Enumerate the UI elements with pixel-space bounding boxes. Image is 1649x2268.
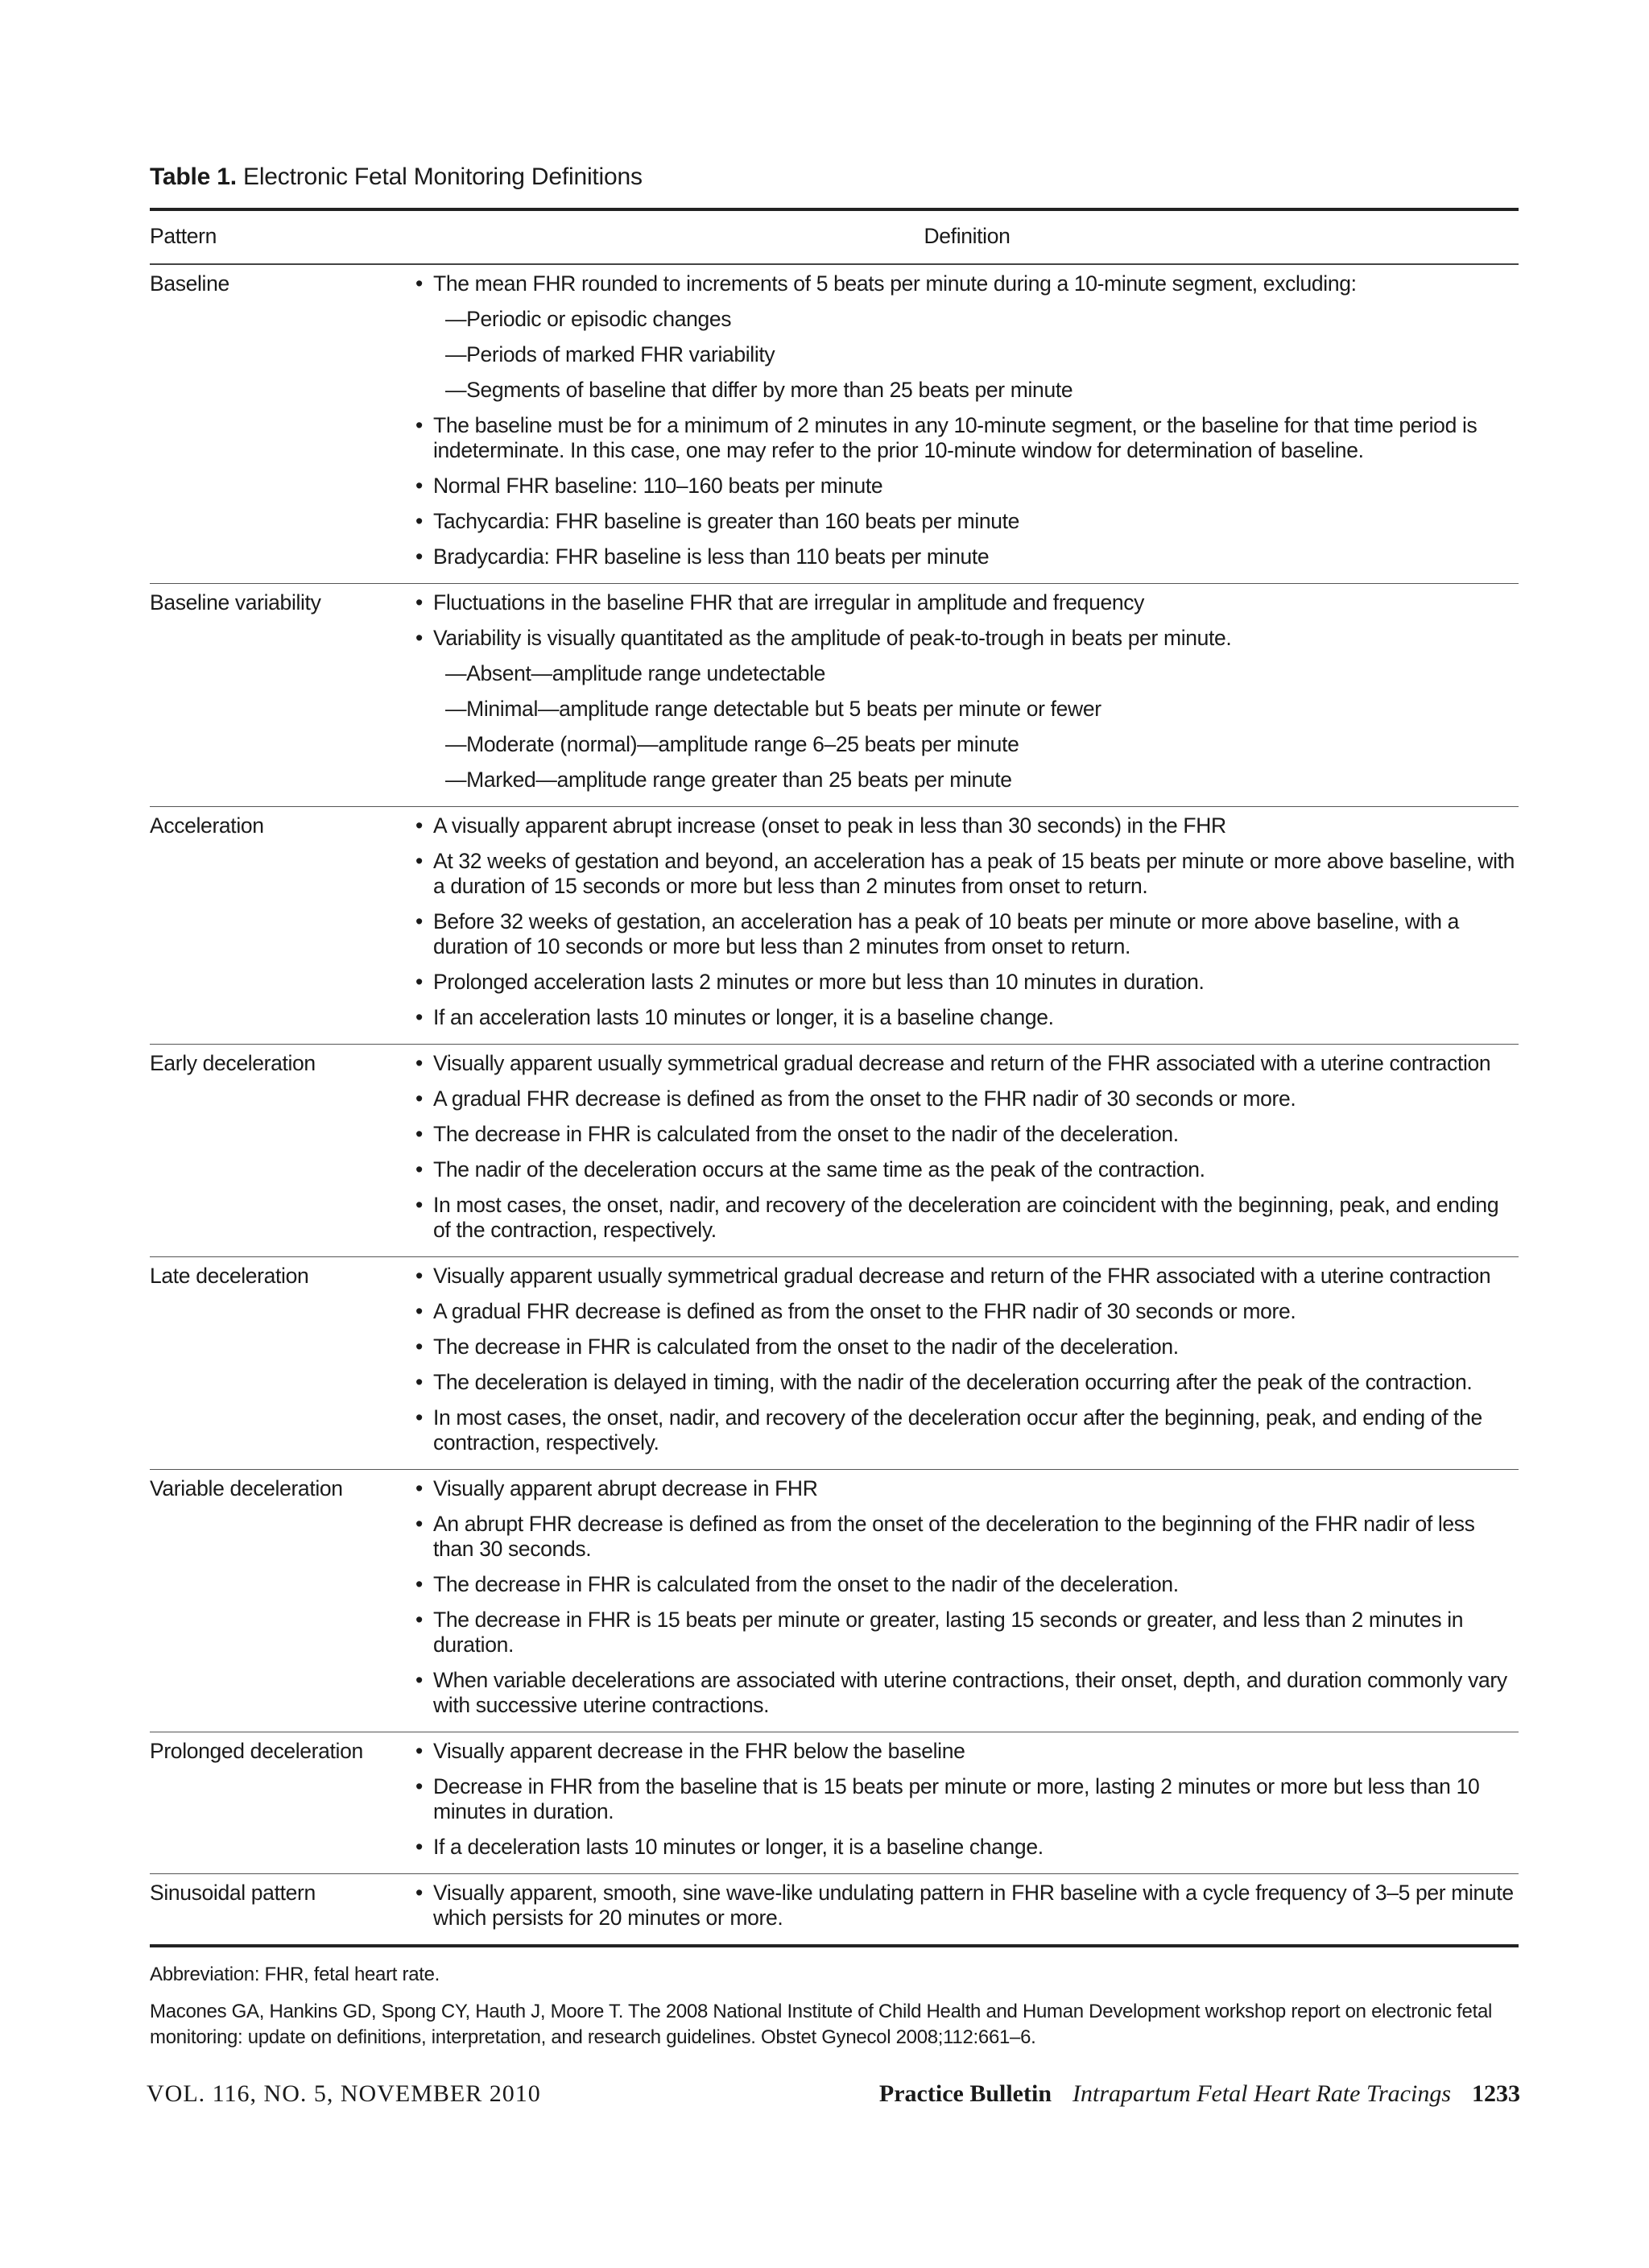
pattern-cell: Variable deceleration <box>150 1476 343 1500</box>
definition-text: In most cases, the onset, nadir, and recovery of the deceleration occur after the beginning, peak, and ending of the contraction, respectively. <box>433 1405 1482 1455</box>
table-row <box>150 264 1519 584</box>
definition-text: —Periodic or episodic changes <box>445 307 732 331</box>
definition-text: Tachycardia: FHR baseline is greater than 160 beats per minute <box>433 509 1020 533</box>
definition-bullet <box>415 474 1519 499</box>
definition-bullet <box>415 1739 1519 1764</box>
definition-cell <box>415 264 1519 584</box>
footer-topic: Intrapartum Fetal Heart Rate Tracings <box>1072 2080 1451 2107</box>
definition-text: Visually apparent abrupt decrease in FHR <box>433 1476 818 1500</box>
definition-text: A gradual FHR decrease is defined as from the onset to the FHR nadir of 30 seconds or more. <box>433 1299 1296 1323</box>
definitions-table <box>150 208 1519 1947</box>
table-row <box>150 1470 1519 1732</box>
definition-list <box>415 1051 1519 1243</box>
table-body <box>150 264 1519 1946</box>
definition-text: —Periods of marked FHR variability <box>445 342 775 366</box>
table-header-row <box>150 209 1519 264</box>
definition-text: Visually apparent decrease in the FHR below the baseline <box>433 1739 965 1763</box>
definition-text: Visually apparent, smooth, sine wave-like undulating pattern in FHR baseline with a cycle frequency of 3–5 per minute which persists for 20 minutes or more. <box>433 1881 1514 1930</box>
definition-text: Normal FHR baseline: 110–160 beats per minute <box>433 474 883 498</box>
page-footer <box>147 2078 1520 2110</box>
definition-list <box>415 1476 1519 1718</box>
definition-text: —Marked—amplitude range greater than 25 beats per minute <box>445 768 1012 792</box>
definition-bullet <box>415 1835 1519 1860</box>
definition-text: If a deceleration lasts 10 minutes or longer, it is a baseline change. <box>433 1835 1044 1859</box>
table-row <box>150 584 1519 807</box>
footer-page-number: 1233 <box>1472 2080 1520 2107</box>
definition-text: —Moderate (normal)—amplitude range 6–25 beats per minute <box>445 732 1019 756</box>
footer-series: Practice Bulletin <box>878 2080 1052 2107</box>
definition-text: The mean FHR rounded to increments of 5 beats per minute during a 10-minute segment, excluding: <box>433 271 1357 296</box>
definition-text: Decrease in FHR from the baseline that is 15 beats per minute or more, lasting 2 minutes or more but less than 10 minutes in duration. <box>433 1774 1480 1823</box>
definition-bullet <box>415 1512 1519 1562</box>
definition-bullet <box>415 626 1519 651</box>
definition-text: Prolonged acceleration lasts 2 minutes or more but less than 10 minutes in duration. <box>433 970 1205 994</box>
definition-cell <box>415 1470 1519 1732</box>
definition-text: Bradycardia: FHR baseline is less than 110 beats per minute <box>433 544 990 569</box>
definition-text: Before 32 weeks of gestation, an acceleration has a peak of 10 beats per minute or more above baseline, with a duration of 10 seconds or more but less than 2 minutes from onset to return. <box>433 909 1460 958</box>
definition-bullet <box>415 1086 1519 1111</box>
definition-bullet <box>415 590 1519 615</box>
pattern-cell: Acceleration <box>150 813 264 838</box>
definition-list <box>415 1739 1519 1860</box>
definition-subitem <box>415 342 1519 367</box>
definition-text: A visually apparent abrupt increase (onset to peak in less than 30 seconds) in the FHR <box>433 813 1226 838</box>
definition-subitem <box>415 307 1519 332</box>
definition-text: An abrupt FHR decrease is defined as from the onset of the deceleration to the beginning of the FHR nadir of less than 30 seconds. <box>433 1512 1475 1561</box>
definition-bullet <box>415 1122 1519 1147</box>
definition-text: The decrease in FHR is calculated from the onset to the nadir of the deceleration. <box>433 1122 1179 1146</box>
definition-bullet <box>415 1881 1519 1931</box>
definition-bullet <box>415 1264 1519 1289</box>
table-row <box>150 1732 1519 1874</box>
definition-subitem <box>415 732 1519 757</box>
table-title-number: Table 1. <box>150 163 237 190</box>
definition-text: The decrease in FHR is calculated from the onset to the nadir of the deceleration. <box>433 1335 1179 1359</box>
definition-list <box>415 1264 1519 1455</box>
definition-text: —Absent—amplitude range undetectable <box>445 661 826 685</box>
definition-text: When variable decelerations are associated with uterine contractions, their onset, depth, and duration commonly vary with successive uterine contractions. <box>433 1668 1507 1717</box>
definition-bullet <box>415 509 1519 534</box>
definition-bullet <box>415 1193 1519 1243</box>
definition-text: The baseline must be for a minimum of 2 minutes in any 10-minute segment, or the baseline for that time period is indeterminate. In this case, one may refer to the prior 10-minute window for determination of baseline. <box>433 413 1477 462</box>
definition-bullet <box>415 1335 1519 1360</box>
definition-text: The deceleration is delayed in timing, with the nadir of the deceleration occurring after the peak of the contraction. <box>433 1370 1473 1394</box>
definition-bullet <box>415 1668 1519 1718</box>
pattern-cell: Baseline variability <box>150 590 321 615</box>
definition-list <box>415 813 1519 1030</box>
definition-bullet <box>415 271 1519 296</box>
table-title <box>150 161 1519 193</box>
pattern-cell: Baseline <box>150 271 229 296</box>
definition-bullet <box>415 1051 1519 1076</box>
definition-text: Fluctuations in the baseline FHR that are irregular in amplitude and frequency <box>433 590 1145 615</box>
definition-cell <box>415 1732 1519 1874</box>
definition-list <box>415 590 1519 793</box>
definition-bullet <box>415 1299 1519 1324</box>
definition-list <box>415 271 1519 569</box>
source-citation: Macones GA, Hankins GD, Spong CY, Hauth J, Moore T. The 2008 National Institute of Child Health and Human Development workshop report on electronic fetal monitoring: update on definitions, interpretation, and research guidelines. Obstet Gynecol 2008;112:661–6. <box>150 2001 1493 2048</box>
definition-cell <box>415 807 1519 1045</box>
definition-list <box>415 1881 1519 1931</box>
definition-bullet <box>415 1774 1519 1824</box>
definition-text: In most cases, the onset, nadir, and recovery of the deceleration are coincident with the beginning, peak, and ending of the contraction, respectively. <box>433 1193 1499 1242</box>
definition-subitem <box>415 661 1519 686</box>
definition-bullet <box>415 1370 1519 1395</box>
definition-cell <box>415 1045 1519 1257</box>
definition-bullet <box>415 970 1519 995</box>
definition-text: —Segments of baseline that differ by more than 25 beats per minute <box>445 378 1073 402</box>
footer-volume: VOL. 116, NO. 5, NOVEMBER 2010 <box>147 2080 541 2107</box>
definition-text: If an acceleration lasts 10 minutes or longer, it is a baseline change. <box>433 1005 1054 1029</box>
definition-cell <box>415 1257 1519 1470</box>
footer-running-head <box>879 2078 1520 2110</box>
definition-text: The nadir of the deceleration occurs at the same time as the peak of the contraction. <box>433 1157 1205 1182</box>
abbreviation-note: Abbreviation: FHR, fetal heart rate. <box>150 1964 440 1985</box>
definition-text: —Minimal—amplitude range detectable but 5 beats per minute or fewer <box>445 697 1101 721</box>
definition-bullet <box>415 413 1519 463</box>
table-row <box>150 807 1519 1045</box>
definition-bullet <box>415 1476 1519 1501</box>
definition-cell <box>415 1874 1519 1947</box>
definition-bullet <box>415 1005 1519 1030</box>
definition-bullet <box>415 849 1519 899</box>
definition-text: The decrease in FHR is 15 beats per minute or greater, lasting 15 seconds or greater, and less than 2 minutes in duration. <box>433 1608 1464 1657</box>
pattern-cell: Prolonged deceleration <box>150 1739 363 1763</box>
table-row <box>150 1257 1519 1470</box>
definitions-table-block <box>150 161 1519 2062</box>
header-pattern: Pattern <box>150 224 217 248</box>
definition-subitem <box>415 697 1519 722</box>
table-row <box>150 1874 1519 1947</box>
definition-bullet <box>415 1157 1519 1182</box>
table-row <box>150 1045 1519 1257</box>
definition-bullet <box>415 1608 1519 1658</box>
definition-bullet <box>415 909 1519 959</box>
definition-text: The decrease in FHR is calculated from the onset to the nadir of the deceleration. <box>433 1572 1179 1596</box>
pattern-cell: Early deceleration <box>150 1051 316 1075</box>
definition-bullet <box>415 1572 1519 1597</box>
definition-bullet <box>415 544 1519 569</box>
definition-text: Variability is visually quantitated as the amplitude of peak-to-trough in beats per minute. <box>433 626 1232 650</box>
table-notes <box>150 1962 1519 2051</box>
definition-text: At 32 weeks of gestation and beyond, an acceleration has a peak of 15 beats per minute or more above baseline, with a duration of 15 seconds or more but less than 2 minutes from onset to return. <box>433 849 1515 898</box>
pattern-cell: Late deceleration <box>150 1264 309 1288</box>
table-title-text: Electronic Fetal Monitoring Definitions <box>243 163 643 190</box>
definition-subitem <box>415 378 1519 403</box>
pattern-cell: Sinusoidal pattern <box>150 1881 316 1905</box>
definition-cell <box>415 584 1519 807</box>
header-definition: Definition <box>924 224 1010 248</box>
definition-text: Visually apparent usually symmetrical gradual decrease and return of the FHR associated with a uterine contraction <box>433 1264 1491 1288</box>
definition-bullet <box>415 1405 1519 1455</box>
definition-bullet <box>415 813 1519 838</box>
definition-subitem <box>415 768 1519 793</box>
definition-text: Visually apparent usually symmetrical gradual decrease and return of the FHR associated with a uterine contraction <box>433 1051 1491 1075</box>
definition-text: A gradual FHR decrease is defined as from the onset to the FHR nadir of 30 seconds or more. <box>433 1086 1296 1111</box>
